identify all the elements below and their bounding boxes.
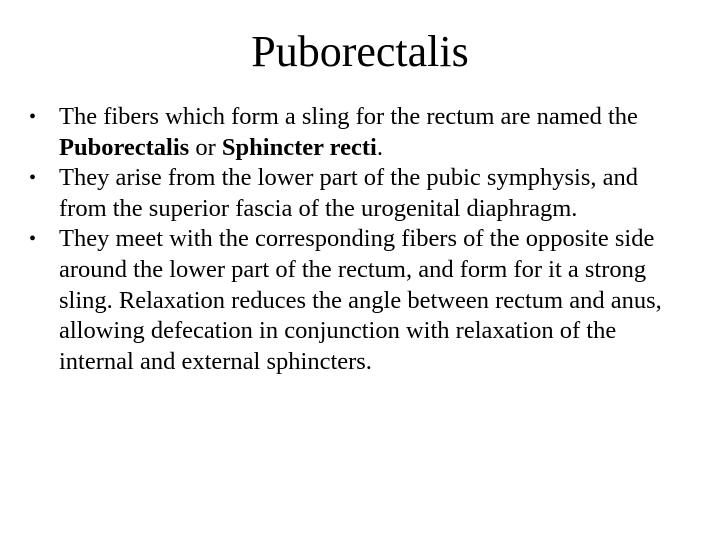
bullet-item — [29, 224, 689, 377]
bullet-icon: • — [29, 228, 37, 251]
bullet-icon: • — [29, 167, 37, 190]
bullet-text: . — [376, 133, 383, 161]
term-sphincter-recti: Sphincter recti — [221, 133, 377, 161]
bullet-text: or — [189, 133, 222, 161]
bullet-text: They meet with the corresponding fibers of the opposite side around the lower part of the rectum, and form for it a strong sling. Relaxation reduces the angle between rectum and anus, allowing defecation in conjunction with relaxation of the internal and external sphincters. — [59, 225, 662, 375]
bullet-icon: • — [29, 106, 37, 128]
bullet-item — [29, 163, 689, 224]
bullet-item — [29, 102, 689, 163]
bullet-text: The fibers which form a sling for the rectum are named the — [59, 103, 638, 130]
bullet-text: They arise from the lower part of the pubic symphysis, and from the superior fascia of the urogenital diaphragm. — [59, 164, 639, 222]
bullet-list — [29, 102, 689, 377]
term-puborectalis: Puborectalis — [59, 133, 190, 161]
slide-title: Puborectalis — [251, 27, 469, 76]
